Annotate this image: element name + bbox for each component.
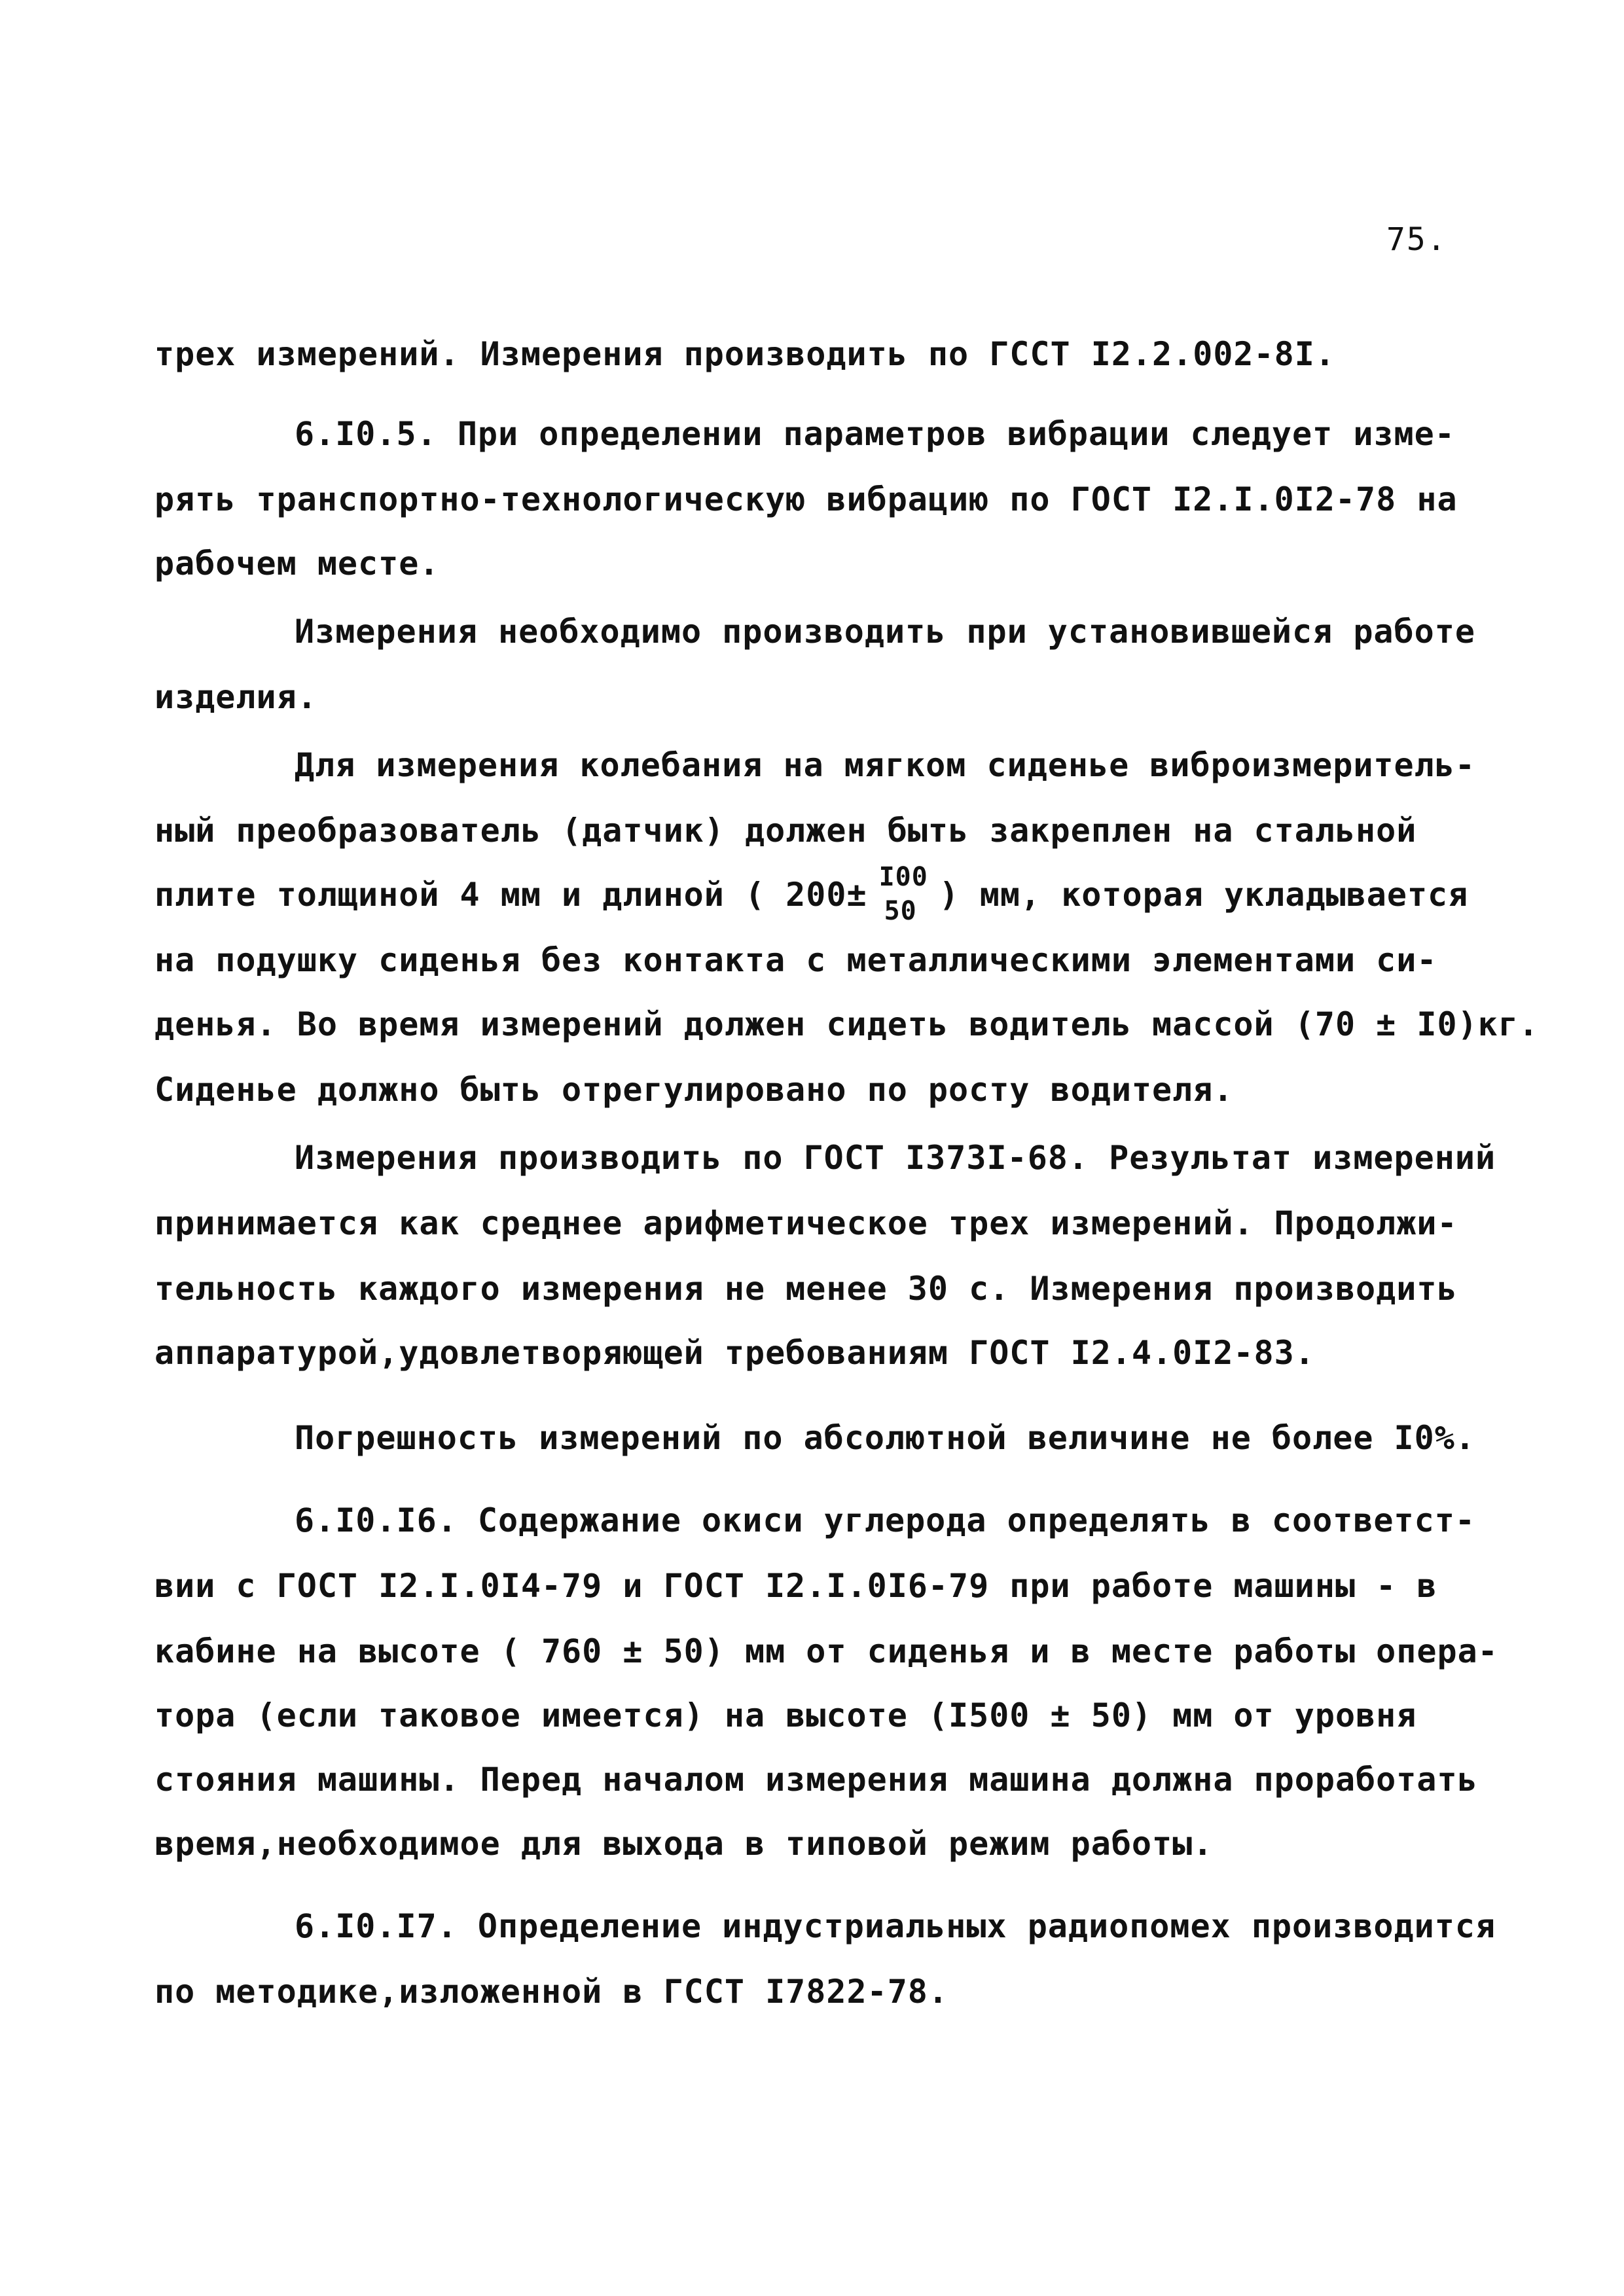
text-line: денья. Во время измерений должен сидеть водитель массой (70 ± I0)кг. xyxy=(154,1005,1539,1043)
text-line: вии с ГОСТ I2.I.0I4-79 и ГОСТ I2.I.0I6-79 при работе машины - в xyxy=(154,1567,1437,1605)
text-line: аппаратурой,удовлетворяющей требованиям ГОСТ I2.4.0I2-83. xyxy=(154,1334,1315,1372)
paragraph-heading-6-10-5: 6.I0.5. При определении параметров вибрации следует изме- xyxy=(295,415,1455,453)
text-line: ный преобразователь (датчик) должен быть закреплен на стальной xyxy=(154,812,1417,850)
text-line: по методике,изложенной в ГССТ I7822-78. xyxy=(154,1973,948,2011)
text-line: Измерения необходимо производить при установившейся работе xyxy=(295,613,1475,651)
text-line: стояния машины. Перед началом измерения машина должна проработать xyxy=(154,1761,1478,1799)
text-line: трех измерений. Измерения производить по ГССТ I2.2.002-8I. xyxy=(154,335,1335,373)
text-line: изделия. xyxy=(154,678,317,716)
fraction-numerator: I00 xyxy=(878,861,928,892)
text-line: Измерения производить по ГОСТ I373I-68. Результат измерений xyxy=(295,1139,1496,1177)
text-line: тора (если таковое имеется) на высоте (I500 ± 50) мм от уровня xyxy=(154,1696,1417,1734)
tolerance-fraction xyxy=(867,861,939,926)
text-line: на подушку сиденья без контакта с металлическими элементами си- xyxy=(154,941,1437,979)
page-number: 75. xyxy=(1386,221,1447,258)
paragraph-heading-6-10-17: 6.I0.I7. Определение индустриальных радиопомех производится xyxy=(295,1907,1496,1945)
paragraph-heading-6-10-16: 6.I0.I6. Содержание окиси углерода определять в соответст- xyxy=(295,1501,1475,1539)
text-line: кабине на высоте ( 760 ± 50) мм от сиденья и в месте работы опера- xyxy=(154,1632,1498,1670)
text-line: Для измерения колебания на мягком сиденье виброизмеритель- xyxy=(295,746,1475,784)
text-line-with-fraction xyxy=(154,861,1469,926)
text-line: рабочем месте. xyxy=(154,545,440,583)
fraction-denominator: 50 xyxy=(884,895,917,926)
text-fragment: плите толщиной 4 мм и длиной ( 200± xyxy=(154,876,867,914)
text-line: рять транспортно-технологическую вибрацию по ГОСТ I2.I.0I2-78 на xyxy=(154,480,1458,518)
text-line: Сиденье должно быть отрегулировано по росту водителя. xyxy=(154,1071,1234,1109)
text-line: время,необходимое для выхода в типовой режим работы. xyxy=(154,1825,1214,1863)
text-fragment: ) мм, которая укладывается xyxy=(939,876,1469,914)
text-line: тельность каждого измерения не менее 30 с. Измерения производить xyxy=(154,1270,1458,1308)
text-line: принимается как среднее арифметическое трех измерений. Продолжи- xyxy=(154,1204,1458,1242)
text-line: Погрешность измерений по абсолютной величине не более I0%. xyxy=(295,1419,1475,1457)
